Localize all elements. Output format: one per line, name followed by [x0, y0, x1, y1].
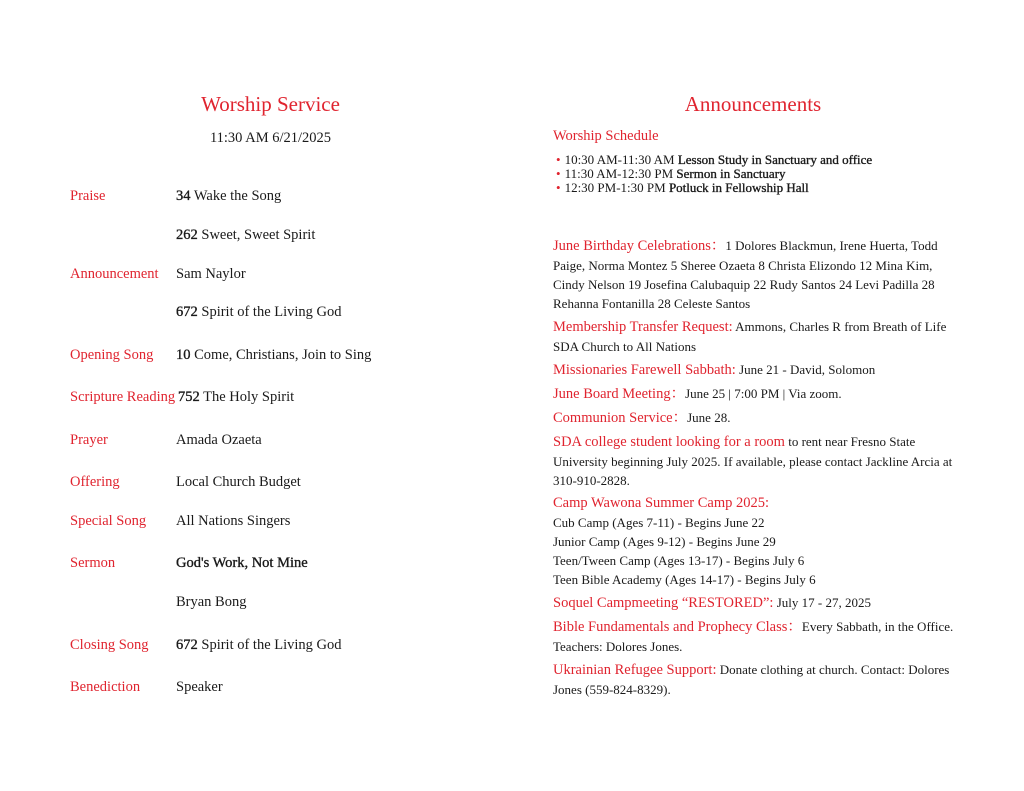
announcement-bible-class — [553, 617, 958, 656]
sermon-title: God's Work, Not Mine — [176, 555, 308, 571]
row-value — [176, 594, 246, 611]
hymn-title: Wake the Song — [190, 188, 282, 204]
camp-session: Cub Camp (Ages 7-11) - Begins June 22 — [553, 515, 765, 530]
performer-name: All Nations Singers — [176, 513, 291, 529]
row-label: Praise — [70, 188, 106, 204]
worship-service-title: Worship Service — [201, 92, 340, 116]
announcement-birthdays — [553, 236, 958, 313]
announcement-body: Ammons, Charles R from Breath of Life SDA Church to All Nations — [553, 319, 947, 354]
schedule-event: Potluck in Fellowship Hall — [668, 180, 809, 195]
person-name: Sam Naylor — [176, 266, 246, 282]
bullet-icon: • — [556, 180, 561, 195]
announcement-heading: Membership Transfer Request: — [553, 319, 733, 335]
announcement-heading: Missionaries Farewell Sabbath: — [553, 362, 736, 378]
announcement-body: June 25 | 7:00 PM | Via zoom. — [685, 386, 842, 401]
row-value — [176, 304, 342, 321]
announcement-camp-wawona — [553, 494, 958, 589]
announcement-heading: Ukrainian Refugee Support: — [553, 662, 717, 678]
announcement-student-room — [553, 432, 958, 490]
camp-session: Junior Camp (Ages 9-12) - Begins June 29 — [553, 534, 776, 549]
announcement-communion — [553, 408, 958, 428]
row-label: Closing Song — [70, 637, 149, 653]
row-value — [176, 679, 223, 696]
announcement-campmeeting — [553, 593, 958, 613]
row-value — [176, 432, 262, 449]
row-value — [176, 266, 246, 283]
row-label: Scripture Reading — [70, 389, 176, 405]
announcement-membership — [553, 317, 958, 356]
announcement-body: June 28. — [687, 410, 731, 425]
offering-name: Local Church Budget — [176, 474, 301, 490]
row-value — [176, 555, 308, 572]
row-label: Offering — [70, 474, 120, 490]
hymn-number: 262 — [176, 227, 198, 243]
bullet-icon: • — [556, 152, 561, 167]
hymn-title: Spirit of the Living God — [197, 637, 342, 653]
schedule-time: 12:30 PM-1:30 PM — [564, 180, 669, 195]
announcements-title: Announcements — [684, 92, 822, 116]
hymn-title: Sweet, Sweet Spirit — [197, 227, 316, 243]
row-value — [176, 513, 290, 530]
camp-session: Teen Bible Academy (Ages 14-17) - Begins July 6 — [553, 572, 816, 587]
bullet-icon: • — [556, 166, 561, 181]
announcement-heading: SDA college student looking for a room — [553, 434, 785, 450]
announcement-heading: Soquel Campmeeting “RESTORED”: — [553, 595, 774, 611]
announcement-heading: Camp Wawona Summer Camp 2025: — [553, 495, 770, 511]
announcement-body: to rent near Fresno State University beginning July 2025. If available, please contact Jackline Arcia at 310-910-2828. — [553, 434, 953, 488]
hymn-title: Come, Christians, Join to Sing — [190, 347, 372, 363]
speaker-name: Bryan Bong — [176, 594, 247, 610]
row-value — [176, 227, 315, 244]
row-value — [178, 389, 294, 406]
worship-schedule-label: Worship Schedule — [553, 128, 659, 144]
row-label: Sermon — [70, 555, 116, 571]
schedule-event: Sermon in Sanctuary — [676, 166, 786, 181]
row-label: Opening Song — [70, 347, 154, 363]
row-label: Announcement — [70, 266, 159, 282]
announcement-missionaries — [553, 360, 958, 380]
row-value — [176, 188, 281, 205]
announcement-body: 1 Dolores Blackmun, Irene Huerta, Todd Paige, Norma Montez 5 Sheree Ozaeta 8 Christa Elizondo 12 Mina Kim, Cindy Nelson 19 Josefina Calubaquip 22 Rudy Santos 24 Levi Padilla 28 Rehanna Fontanilla 28 Celeste Santos — [553, 238, 938, 311]
hymn-number: 10 — [176, 347, 191, 363]
row-value — [176, 347, 371, 364]
schedule-time: 11:30 AM-12:30 PM — [564, 166, 677, 181]
hymn-number: 672 — [176, 304, 198, 320]
announcement-heading: Bible Fundamentals and Prophecy Class： — [553, 619, 802, 635]
hymn-title: The Holy Spirit — [199, 389, 295, 405]
row-label: Special Song — [70, 513, 147, 529]
announcement-board-meeting — [553, 384, 958, 404]
hymn-number: 752 — [178, 389, 200, 405]
schedule-time: 10:30 AM-11:30 AM — [564, 152, 678, 167]
row-value — [176, 474, 301, 491]
row-label: Benediction — [70, 679, 141, 695]
announcement-body: July 17 - 27, 2025 — [773, 595, 871, 610]
announcement-refugee-support — [553, 660, 958, 699]
row-value — [176, 637, 342, 654]
announcement-body: Donate clothing at church. Contact: Dolores Jones (559-824-8329). — [553, 662, 950, 697]
person-name: Speaker — [176, 679, 223, 695]
hymn-title: Spirit of the Living God — [197, 304, 342, 320]
schedule-item — [556, 180, 809, 196]
person-name: Amada Ozaeta — [176, 432, 262, 448]
service-datetime: 11:30 AM 6/21/2025 — [209, 130, 332, 146]
row-label: Prayer — [70, 432, 108, 448]
announcement-heading: June Board Meeting： — [553, 386, 686, 402]
announcement-body: June 21 - David, Solomon — [735, 362, 876, 377]
announcement-heading: June Birthday Celebrations： — [553, 238, 726, 254]
hymn-number: 34 — [176, 188, 191, 204]
schedule-event: Lesson Study in Sanctuary and office — [677, 152, 873, 167]
announcement-heading: Communion Service： — [553, 410, 688, 426]
announcement-list — [553, 236, 958, 703]
camp-session: Teen/Tween Camp (Ages 13-17) - Begins July 6 — [553, 553, 805, 568]
announcement-body: Every Sabbath, in the Office. Teachers: Dolores Jones. — [553, 619, 954, 654]
hymn-number: 672 — [176, 637, 198, 653]
